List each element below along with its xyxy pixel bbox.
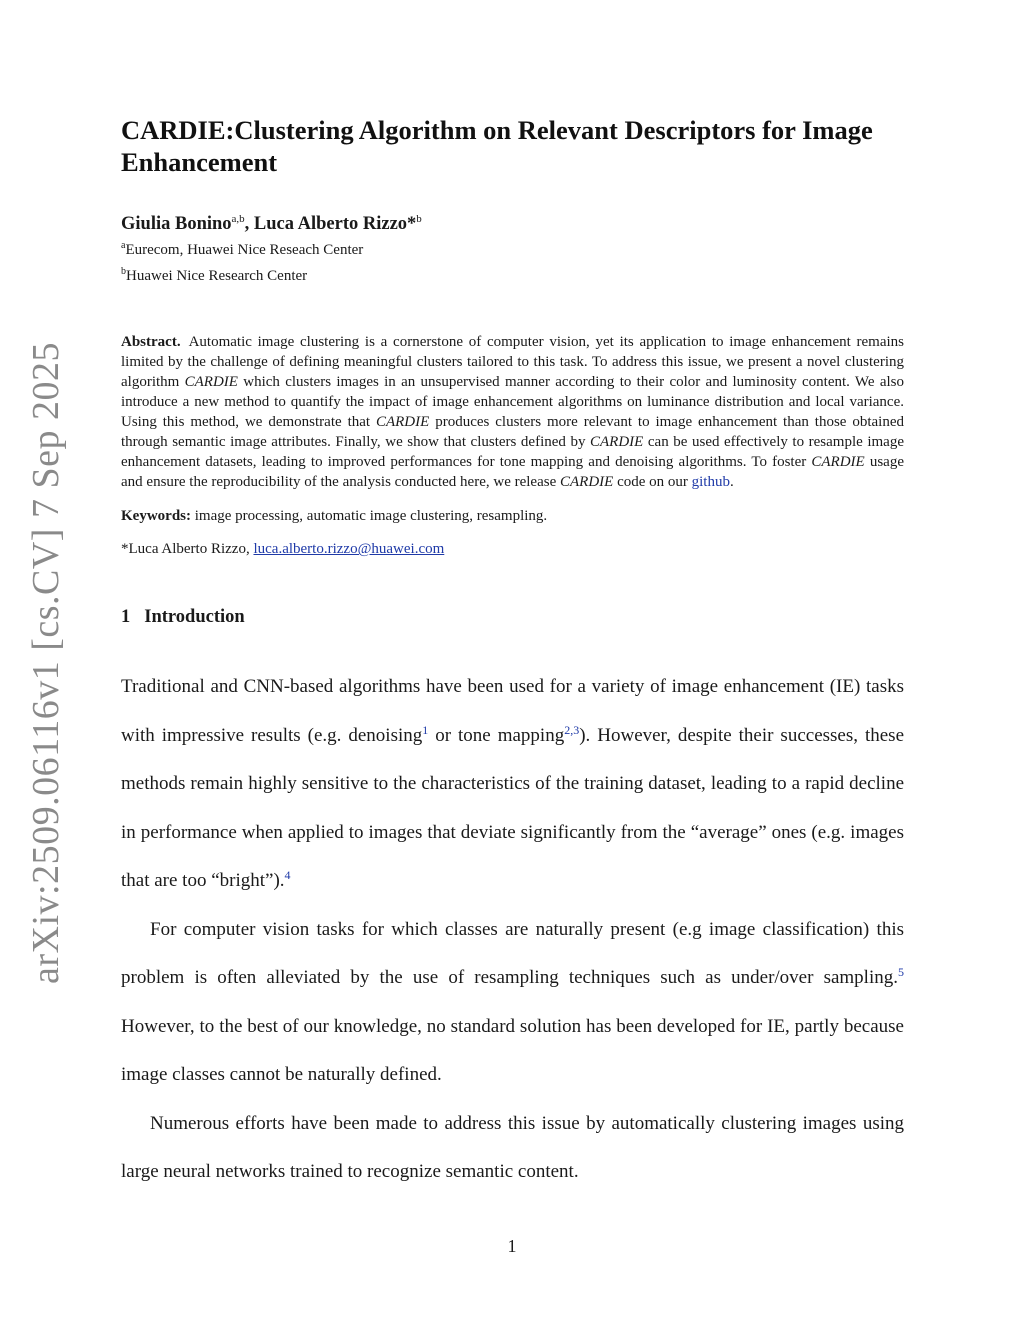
keywords-text: image processing, automatic image clustering, resampling.: [191, 508, 548, 525]
paragraph-text: However, to the best of our knowledge, no standard solution has been developed for IE, partly because image classes cannot be naturally defined.: [121, 1015, 904, 1086]
affiliation-mark: b: [121, 266, 126, 278]
citation-link[interactable]: 2,3: [564, 722, 580, 737]
paragraph: [121, 1100, 904, 1197]
author-name: Luca Alberto Rizzo*: [253, 214, 417, 235]
email-link[interactable]: luca.alberto.rizzo@huawei.com: [253, 541, 445, 558]
abstract-text: can be used effectively to resample image enhancement datasets, leading to improved performances for tone mapping and denoising algorithms. To foster: [121, 434, 904, 471]
author-affiliation-mark: a,b: [231, 213, 245, 225]
affiliation: [121, 261, 904, 287]
affiliation-text: Eurecom, Huawei Nice Reseach Center: [125, 242, 364, 259]
method-name: CARDIE: [560, 474, 614, 491]
abstract-text: produces clusters more relevant to image enhancement than those obtained through semantic image attributes. Finally, we show that clusters defined by: [121, 414, 905, 451]
abstract-label: Abstract.: [121, 334, 181, 351]
abstract-text: usage and ensure the reproducibility of the analysis conducted here, we release: [121, 454, 904, 491]
section-heading: [121, 605, 904, 629]
method-name: CARDIE: [184, 374, 238, 391]
page-number: 1: [507, 1236, 517, 1256]
introduction-body: [121, 663, 904, 1197]
abstract-text: which clusters images in an unsupervised manner according to their color and luminosity content. We also introduce a new method to quantify the impact of image enhancement algorithms on luminance distribution and local variance. Using this method, we demonstrate that: [121, 374, 904, 431]
paragraph: [121, 663, 904, 906]
author-name: Giulia Bonino: [121, 214, 232, 235]
abstract-text: .: [729, 474, 734, 491]
citation-link[interactable]: 5: [898, 965, 904, 980]
paragraph-text: or tone mapping: [428, 724, 565, 746]
paper-title: CARDIE:Clustering Algorithm on Relevant Descriptors for Image Enhancement: [121, 115, 873, 177]
method-name: CARDIE: [811, 454, 865, 471]
paragraph-text: For computer vision tasks for which classes are naturally present (e.g image classification) this problem is often alleviated by the use of resampling techniques such as under/over sampling.: [121, 918, 904, 989]
paragraph-text: Numerous efforts have been made to address this issue by automatically clustering images using large neural networks trained to recognize semantic content.: [121, 1112, 904, 1183]
author-affiliation-mark: b: [416, 213, 422, 225]
github-link[interactable]: github: [691, 474, 730, 491]
corresponding-author: [121, 539, 904, 559]
method-name: CARDIE: [375, 414, 430, 431]
section-number: 1: [121, 607, 131, 628]
paragraph-text: Traditional and CNN-based algorithms have been used for a variety of image enhancement (IE) tasks with impressive results (e.g. denoising: [121, 676, 904, 746]
affiliation-mark: a: [121, 240, 126, 252]
corresponding-name: *Luca Alberto Rizzo,: [121, 541, 254, 558]
citation-link[interactable]: 1: [422, 722, 429, 737]
keywords-label: Keywords:: [121, 508, 191, 525]
paragraph-text: ). However, despite their successes, these methods remain highly sensitive to the characteristics of the training dataset, leading to a rapid decline in performance when applied to images that deviate significantly from the “average” ones (e.g. images that are too “bright”).: [121, 724, 905, 892]
affiliation-text: Huawei Nice Research Center: [126, 268, 308, 285]
paper-content: [121, 114, 904, 1197]
abstract-text: Automatic image clustering is a cornerstone of computer vision, yet its application to image enhancement remains limited by the challenge of defining meaningful clusters tailored to this task. To address this issue, we present a novel clustering algorithm: [121, 334, 904, 391]
affiliation: [121, 235, 904, 261]
keywords: [121, 506, 904, 526]
abstract-text: code on our: [613, 474, 692, 491]
abstract: [121, 332, 904, 492]
arxiv-identifier: arXiv:2509.06116v1 [cs.CV] 7 Sep 2025: [25, 342, 67, 984]
author-list: [121, 208, 904, 235]
paragraph: [121, 906, 904, 1100]
method-name: CARDIE: [590, 434, 644, 451]
citation-link[interactable]: 4: [284, 868, 291, 883]
author-separator: ,: [244, 214, 254, 235]
section-title: Introduction: [144, 607, 245, 628]
